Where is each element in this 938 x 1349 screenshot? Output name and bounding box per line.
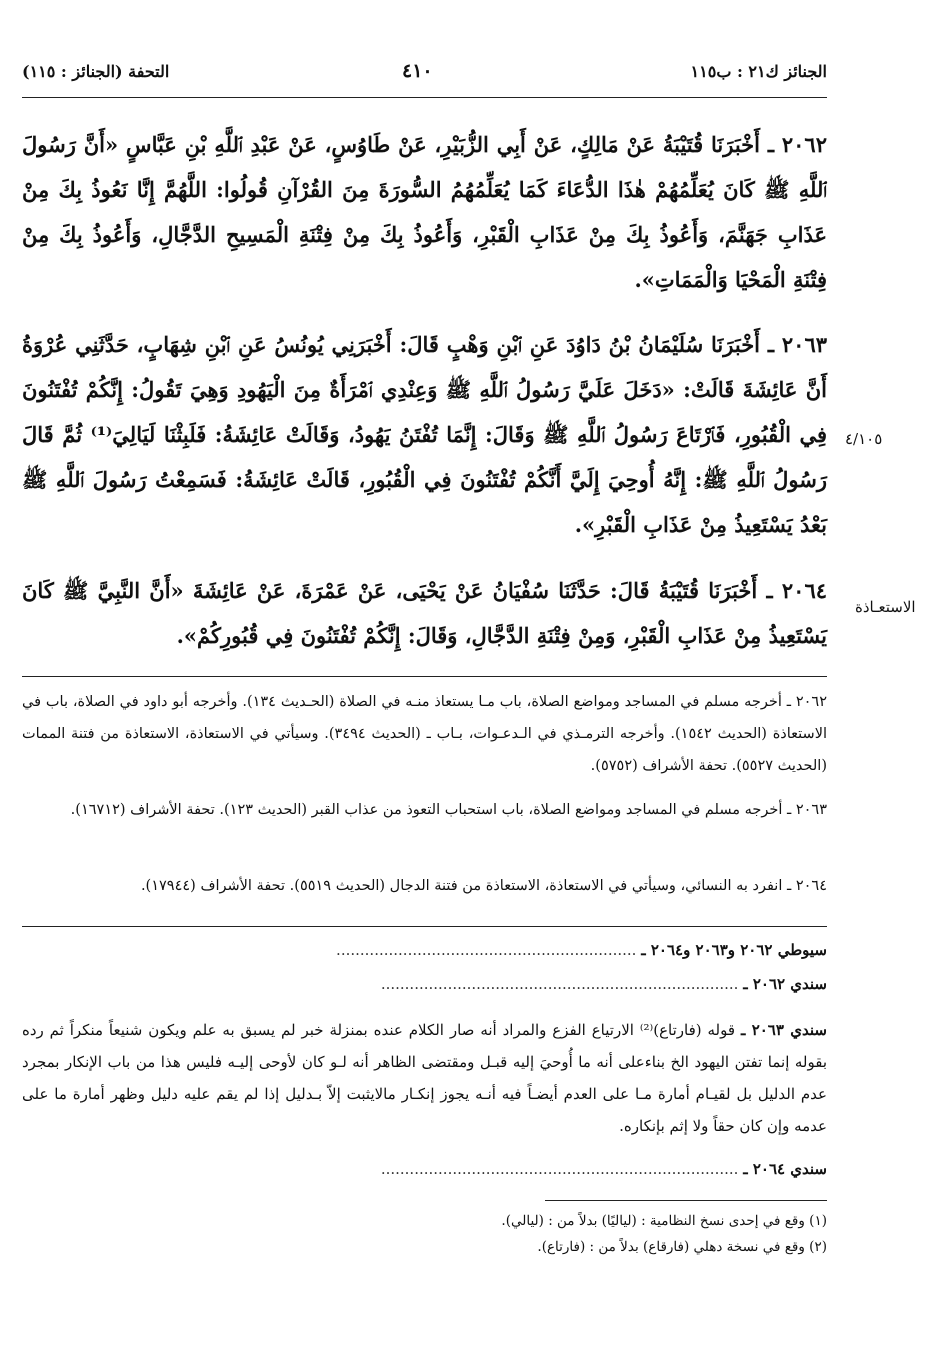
page-header [22, 58, 827, 88]
hadith-text: أَخْبَرَنَا قُتَيْبَةُ قَالَ: حَدَّثَنَا سُفْيَانُ عَنْ يَحْيَى، عَنْ عَمْرَةَ، عَنْ عَائِشَةَ «أَنَّ النَّبِيَّ ﷺ كَانَ يَسْتَعِيذُ مِنْ عَذَابِ الْقَبْرِ، وَمِنْ فِتْنَةِ الدَّجَّالِ، وَقَالَ: إِنَّكُمْ تُفْتَنُونَ فِي قُبُورِكُمْ». [22, 578, 827, 648]
takhrij-2062: ٢٠٦٢ ـ أخرجه مسلم في المساجد ومواضع الصلاة، باب مـا يستعاذ منـه في الصلاة (الحـديث ١٣٤). وأخرجه أبو داود في الصلاة، باب في الاستعاذة (الحديث ١٥٤٢). وأخرجه الترمـذي في الـدعـوات، بـاب ـ (الحديث ٣٤٩٤). وسيأتي في الاستعاذة، الاستعاذة من فتنة الممات (الحديث ٥٥٢٧). تحفة الأشراف (٥٧٥٢). [22, 694, 827, 774]
header-tuhfa: التحفة (الجنائز : ١١٥) [22, 62, 170, 81]
sharh-sindi-2062 [22, 968, 827, 1000]
hadith-number: ٢٠٦٢ ـ [767, 132, 827, 157]
sharh-label: سندي ٢٠٦٤ ـ [743, 1160, 827, 1178]
sharh-dots: ........................................................................... [380, 1160, 739, 1178]
footnote-2: (٢) وقع في نسخة دهلي (فارقاع) بدلاً من : (فارتاع). [537, 1239, 827, 1255]
hadith-number: ٢٠٦٤ ـ [766, 578, 828, 603]
page-number: ٤١٠ [402, 60, 433, 82]
shuruh-rule [22, 926, 827, 927]
hadith-text: أَخْبَرَنَا سُلَيْمَانُ بْنُ دَاوُدَ عَنِ ٱبْنِ وَهْبٍ قَالَ: أَخْبَرَنِي يُونُسُ عَنِ ٱبْنِ شِهَابٍ، حَدَّثَنِي عُرْوَةُ أَنَّ عَائِشَةَ قَالَتْ: «دَخَلَ عَلَيَّ رَسُولُ ٱللَّهِ ﷺ وَعِنْدِي ٱمْرَأَةٌ مِنَ الْيَهُودِ وَهِيَ تَقُولُ: إِنَّكُمْ تُفْتَنُونَ فِي الْقُبُورِ، فَٱرْتَاعَ رَسُولُ ٱللَّهِ ﷺ وَقَالَ: إِنَّمَا تُفْتَنُ يَهُودُ، وَقَالَتْ عَائِشَةُ: فَلَبِثْنَا لَيَالِيَ⁽¹⁾ ثُمَّ قَالَ رَسُولُ ٱللَّهِ ﷺ: إِنَّهُ أُوحِيَ إِلَيَّ أَنَّكُمْ تُفْتَنُونَ فِي الْقُبُورِ، قَالَتْ عَائِشَةُ: فَسَمِعْتُ رَسُولَ ٱللَّهِ ﷺ بَعْدُ يَسْتَعِيذُ مِنْ عَذَابِ الْقَبْرِ». [22, 332, 827, 537]
hadith-2064 [22, 568, 827, 658]
header-chapter: الجنائز ك٢١ : ب١١٥ [690, 62, 827, 81]
sharh-text: قوله (فارتاع)⁽²⁾ الارتياع الفزع والمراد أنه صار الكلام عنده بمنزلة خبر لم يسبق به علم ويكون شنيعاً منكراً ثم رده بقوله إنما تفتن اليهود الخ بناءعلى أنه ما أُوحيَ إليه قبـل ومقتضى الظاهر أنه لـو كان لأوحى إليـه فليس هذا من باب الإنكار بمجرد عدم الدليل بل لقيـام أمارة مـا على العدم أيضـاً فيه أنـه يجوز إنكـار مالايثبت إلاّ بـدليل إذا لم يقم عليه دليل وظهر أمارة ما على عدمه وإن كان حقاً ولا إثم بإنكاره. [22, 1021, 827, 1135]
takhrij-rule [22, 676, 827, 677]
sharh-label: سندي ٢٠٦٢ ـ [743, 975, 827, 993]
margin-reference: ٤/١٠٥ [845, 430, 883, 448]
hadith-number: ٢٠٦٣ ـ [767, 332, 828, 357]
hadith-2062 [22, 122, 827, 302]
takhrij-2064: ٢٠٦٤ ـ انفرد به النسائي، وسيأتي في الاستعاذة، الاستعاذة من فتنة الدجال (الحديث ٥٥١٩). تحفة الأشراف (١٧٩٤٤). [140, 878, 827, 894]
sharh-label: سندي ٢٠٦٣ ـ [740, 1021, 827, 1039]
hadith-text: أَخْبَرَنَا قُتَيْبَةُ عَنْ مَالِكٍ، عَنْ أَبِي الزُّبَيْرِ، عَنْ طَاوُسٍ، عَنْ عَبْدِ ٱللَّهِ بْنِ عَبَّاسٍ «أَنَّ رَسُولَ ٱللَّهِ ﷺ كَانَ يُعَلِّمُهُمْ هٰذَا الدُّعَاءَ كَمَا يُعَلِّمُهُمُ السُّورَةَ مِنَ القُرْآنِ قُولُوا: اللَّهُمَّ إِنَّا نَعُوذُ بِكَ مِنْ عَذَابِ جَهَنَّمَ، وَأَعُوذُ بِكَ مِنْ عَذَابِ الْقَبْرِ، وَأَعُوذُ بِكَ مِنْ فِتْنَةِ الْمَسِيحِ الدَّجَّالِ، وَأَعُوذُ بِكَ مِنْ فِتْنَةِ الْمَحْيَا وَالْمَمَاتِ». [22, 132, 827, 292]
sharh-sindi-2063 [22, 1014, 827, 1142]
sharh-dots: ........................................................................... [380, 975, 739, 993]
sharh-sindi-2064 [22, 1153, 827, 1185]
notes-rule [545, 1200, 827, 1201]
header-rule [22, 97, 827, 98]
sharh-label: سيوطي ٢٠٦٢ و٢٠٦٣ و٢٠٦٤ ـ [641, 941, 827, 959]
takhrij-2063: ٢٠٦٣ ـ أخرجه مسلم في المساجد ومواضع الصلاة، باب استحباب التعوذ من عذاب القبر (الحديث ١٢٣). تحفة الأشراف (١٦٧١٢). [70, 802, 827, 818]
margin-topic: الاستعـاذة [855, 598, 916, 616]
sharh-dots: ............................................................... [336, 941, 637, 959]
hadith-2063 [22, 322, 827, 547]
footnote-1: (١) وقع في إحدى نسخ النظامية : (لياليًا) بدلاً من : (ليالي). [501, 1213, 827, 1229]
sharh-suyuti [22, 934, 827, 966]
